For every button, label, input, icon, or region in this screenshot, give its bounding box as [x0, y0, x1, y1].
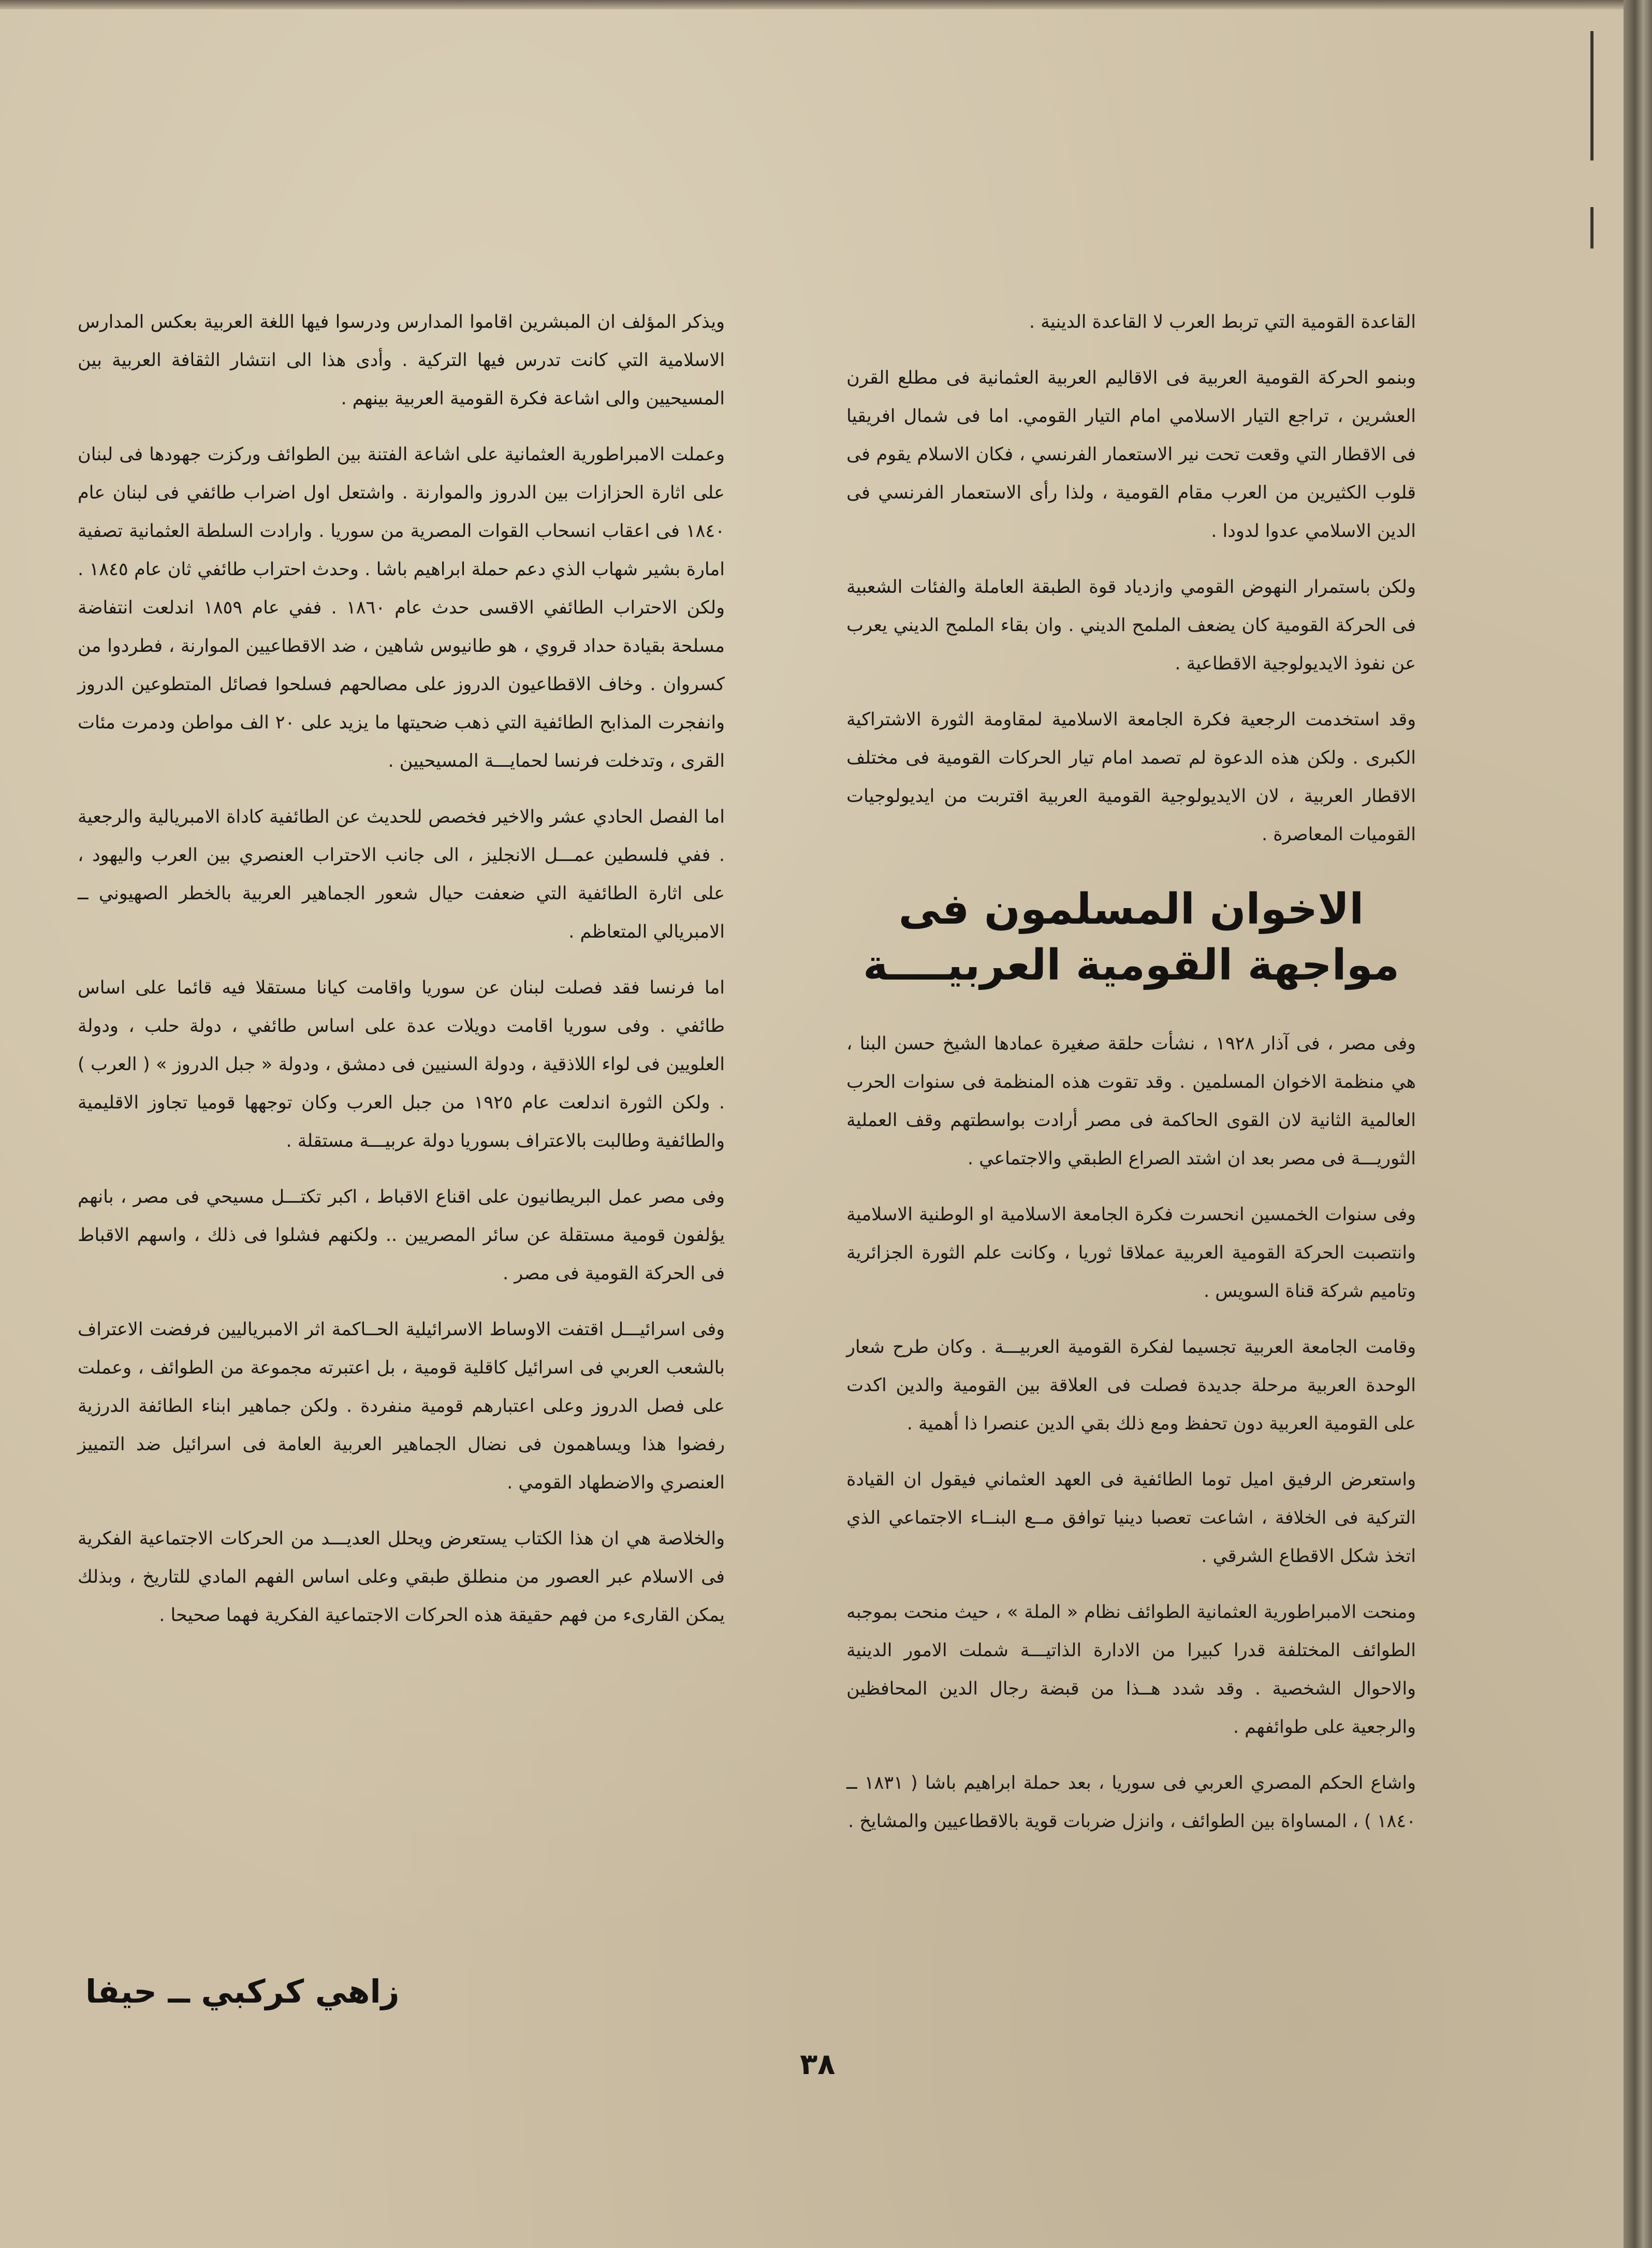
paragraph: القاعدة القومية التي تربط العرب لا القاعدة الدينية . [1029, 312, 1416, 332]
page-top-edge [0, 0, 1624, 9]
paragraph: ومنحت الامبراطورية العثمانية الطوائف نظام « الملة » ، حيث منحت بموجبه الطوائف المختلفة قدرا كبيرا من الادارة الذاتيـــة شملت الامور الدينية والاحوال الشخصية . وقد شدد هــذا من قبضة رجال الدين المحافظين والرجعية على طوائفهم . [846, 1602, 1416, 1738]
margin-mark [1590, 207, 1593, 249]
paragraph: واستعرض الرفيق اميل توما الطائفية فى العهد العثماني فيقول ان القيادة التركية فى الخلافة ، اشاعت تعصبا دينيا توافق مــع البنــاء الاجتماعي الذي اتخذ شكل الاقطاع الشرقي . [846, 1469, 1416, 1567]
paragraph: والخلاصة هي ان هذا الكتاب يستعرض ويحلل العديـــد من الحركات الاجتماعية الفكرية فى الاسلام عبر العصور من منطلق طبقي وعلى اساس الفهم المادي للتاريخ ، وبذلك يمكن القارىء من فهم حقيقة هذه الحركات الاجتماعية الفكرية فهما صحيحا . [78, 1528, 725, 1626]
left-column [78, 303, 725, 1652]
paragraph: وعملت الامبراطورية العثمانية على اشاعة الفتنة بين الطوائف وركزت جهودها فى لبنان على اثارة الحزازات بين الدروز والموارنة . واشتعل اول اضراب طائفي فى لبنان عام ١٨٤٠ فى اعقاب انسحاب القوات المصرية من سوريا . وارادت السلطة العثمانية تصفية امارة بشير شهاب الذي دعم حملة ابراهيم باشا . وحدث احتراب طائفي ثان عام ١٨٤٥ . ولكن الاحتراب الطائفي الاقسى حدث عام ١٨٦٠ . ففي عام ١٨٥٩ اندلعت انتفاضة مسلحة بقيادة حداد قروي ، هو طانيوس شاهين ، ضد الاقطاعيين الموارنة ، فطردوا من كسروان . وخاف الاقطاعيون الدروز على مصالحهم فسلحوا فصائل المتطوعين الدروز وانفجرت المذابح الطائفية التي ذهب ضحيتها ما يزيد على ٢٠ الف مواطن ودمرت مئات القرى ، وتدخلت فرنسا لحمايـــة المسيحيين . [78, 444, 725, 771]
paragraph: وفى سنوات الخمسين انحسرت فكرة الجامعة الاسلامية او الوطنية الاسلامية وانتصبت الحركة القومية العربية عملاقا ثوريا ، وكانت علم الثورة الجزائرية وتاميم شركة قناة السويس . [846, 1204, 1416, 1302]
paragraph: وفى مصر عمل البريطانيون على اقناع الاقباط ، اكبر تكتـــل مسيحي فى مصر ، بانهم يؤلفون قومية مستقلة عن سائر المصريين .. ولكنهم فشلوا فى ذلك ، واسهم الاقباط فى الحركة القومية فى مصر . [78, 1187, 725, 1284]
paragraph: وفى اسرائيـــل اقتفت الاوساط الاسرائيلية الحــاكمة اثر الامبرياليين فرفضت الاعتراف بالشعب العربي فى اسرائيل كاقلية قومية ، بل اعتبرته مجموعة من الطوائف ، وعملت على فصل الدروز وعلى اعتبارهم قومية منفردة . ولكن جماهير ابناء الطائفة الدرزية رفضوا هذا ويساهمون فى نضال الجماهير العربية العامة فى اسرائيل ضد التمييز العنصري والاضطهاد القومي . [78, 1319, 725, 1493]
page-number: ٣٨ [800, 2048, 836, 2081]
paragraph: وقامت الجامعة العربية تجسيما لفكرة القومية العربيـــة . وكان طرح شعار الوحدة العربية مرحلة جديدة فصلت فى العلاقة بين القومية والدين اكدت على القومية العربية دون تحفظ ومع ذلك بقي الدين عنصرا ذا أهمية . [846, 1337, 1416, 1434]
author-signature: زاهي كركبي ــ حيفا [85, 1973, 400, 2010]
paragraph: اما فرنسا فقد فصلت لبنان عن سوريا واقامت كيانا مستقلا فيه قائما على اساس طائفي . وفى سوريا اقامت دويلات عدة على اساس طائفي ، دولة حلب ، ودولة العلويين فى لواء اللاذقية ، ودولة السنيين فى دمشق ، ودولة « جبل الدروز » ( العرب ) . ولكن الثورة اندلعت عام ١٩٢٥ من جبل العرب وكان توجهها قوميا تجاوز الاقليمية والطائفية وطالبت بالاعتراف بسوريا دولة عربيـــة مستقلة . [78, 977, 725, 1151]
paragraph: ويذكر المؤلف ان المبشرين اقاموا المدارس ودرسوا فيها اللغة العربية بعكس المدارس الاسلامية التي كانت تدرس فيها التركية . وأدى هذا الى انتشار الثقافة العربية بين المسيحيين والى اشاعة فكرة القومية العربية بينهم . [78, 312, 725, 409]
paragraph: واشاع الحكم المصري العربي فى سوريا ، بعد حملة ابراهيم باشا ( ١٨٣١ ــ ١٨٤٠ ) ، المساواة بين الطوائف ، وانزل ضربات قوية بالاقطاعيين والمشايخ . [846, 1773, 1416, 1832]
paragraph: وبنمو الحركة القومية العربية فى الاقاليم العربية العثمانية فى مطلع القرن العشرين ، تراجع التيار الاسلامي امام التيار القومي. اما فى شمال افريقيا فى الاقطار التي وقعت تحت نير الاستعمار الفرنسي ، فكان الاسلام يقوم فى قلوب الكثيرين من العرب مقام القومية ، ولذا رأى الاستعمار الفرنسي فى الدين الاسلامي عدوا لدودا . [846, 368, 1416, 542]
paragraph: ولكن باستمرار النهوض القومي وازدياد قوة الطبقة العاملة والفئات الشعبية فى الحركة القومية كان يضعف الملمح الديني . وان بقاء الملمح الديني يعرب عن نفوذ الايديولوجية الاقطاعية . [846, 577, 1416, 674]
binding-edge [1624, 0, 1652, 2248]
paragraph: وفى مصر ، فى آذار ١٩٢٨ ، نشأت حلقة صغيرة عمادها الشيخ حسن البنا ، هي منظمة الاخوان المسلمين . وقد تقوت هذه المنظمة فى سنوات الحرب العالمية الثانية لان القوى الحاكمة فى مصر أرادت بواسطتهم وقف العملية الثوريـــة فى مصر بعد ان اشتد الصراع الطبقي والاجتماعي . [846, 1033, 1416, 1169]
paragraph: اما الفصل الحادي عشر والاخير فخصص للحديث عن الطائفية كاداة الامبريالية والرجعية . ففي فلسطين عمـــل الانجليز ، الى جانب الاحتراب العنصري بين العرب واليهود ، على اثارة الطائفية التي ضعفت حيال شعور الجماهير العربية بالخطر الصهيوني ــ الامبريالي المتعاظم . [78, 807, 725, 942]
section-heading: الاخوان المسلمون فى مواجهة القومية العربيــــة [863, 885, 1399, 990]
paragraph: وقد استخدمت الرجعية فكرة الجامعة الاسلامية لمقاومة الثورة الاشتراكية الكبرى . ولكن هذه الدعوة لم تصمد امام تيار الحركات القومية فى مختلف الاقطار العربية ، لان الايديولوجية القومية العربية اقتربت من ايديولوجيات القوميات المعاصرة . [846, 709, 1416, 845]
margin-mark [1590, 31, 1593, 160]
right-column [846, 303, 1416, 1858]
